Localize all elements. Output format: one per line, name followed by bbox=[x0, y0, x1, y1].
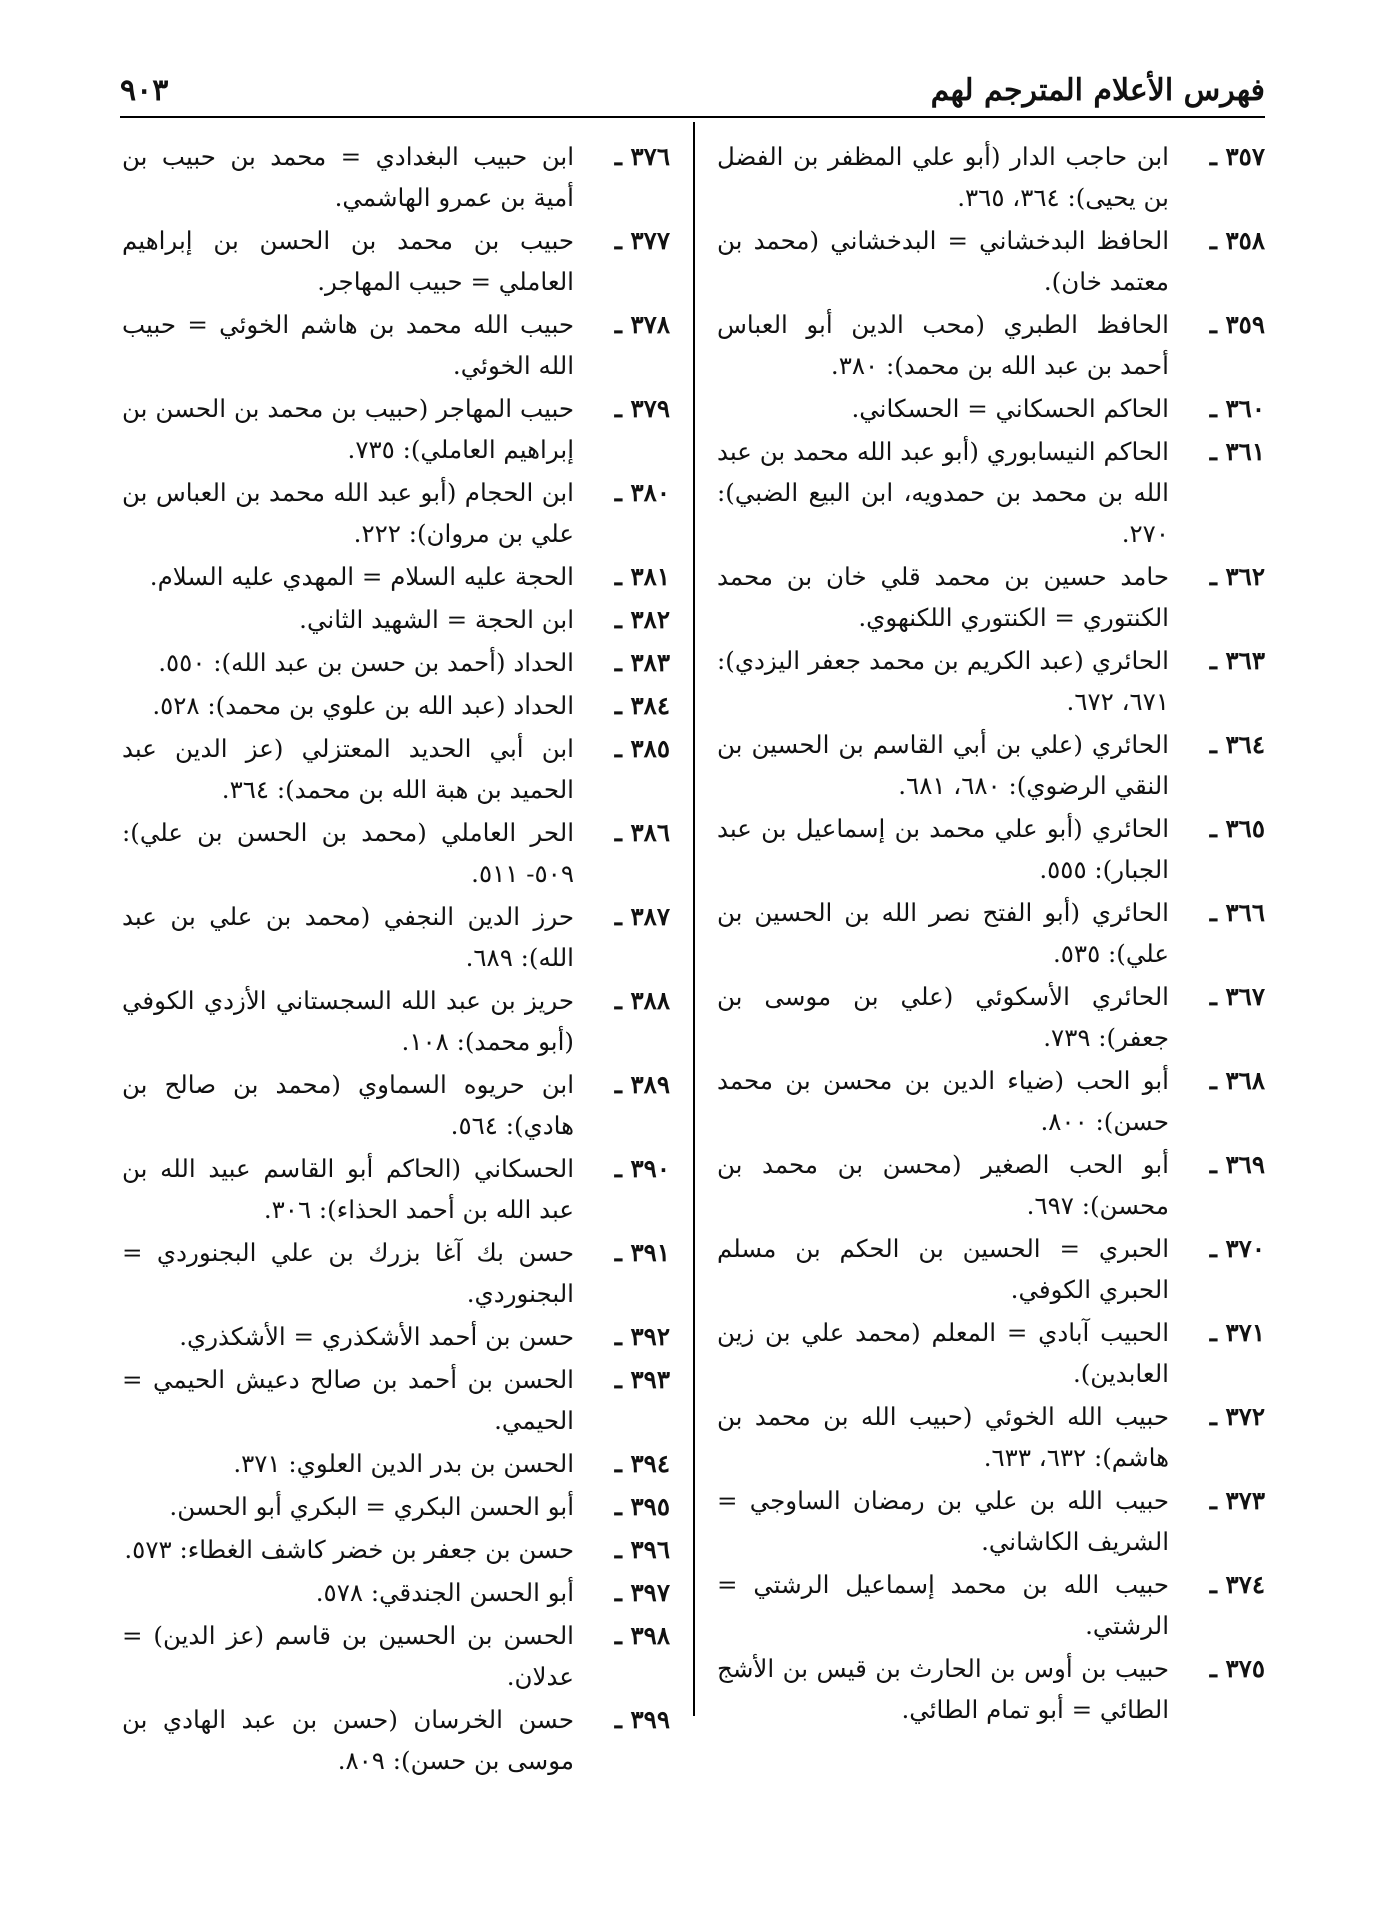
index-entry bbox=[717, 1480, 1265, 1562]
index-entry bbox=[717, 724, 1265, 806]
index-entry bbox=[122, 1148, 670, 1230]
entry-text: الحافظ البدخشاني = البدخشاني (محمد بن معتمد خان). bbox=[717, 226, 1169, 296]
index-entry bbox=[122, 685, 670, 726]
index-entry bbox=[122, 472, 670, 554]
index-entry bbox=[122, 1486, 670, 1527]
entry-text: الحائري (أبو علي محمد بن إسماعيل بن عبد الجبار): ٥٥٥. bbox=[717, 814, 1169, 884]
page-number: ٩٠٣ bbox=[120, 72, 169, 108]
entry-text: ابن حريوه السماوي (محمد بن صالح بن هادي): ٥٦٤. bbox=[122, 1070, 574, 1140]
index-entry bbox=[717, 1060, 1265, 1142]
index-entry bbox=[122, 1699, 670, 1781]
column-divider bbox=[693, 122, 695, 1716]
entry-number: ٣٨٨ ـ bbox=[614, 986, 670, 1015]
entry-text: الحافظ الطبري (محب الدين أبو العباس أحمد بن عبد الله بن محمد): ٣٨٠. bbox=[717, 310, 1169, 380]
entry-number: ٣٧٥ ـ bbox=[1209, 1654, 1265, 1683]
entry-text: الحاكم النيسابوري (أبو عبد الله محمد بن عبد الله بن محمد بن حمدويه، ابن البيع الضبي): ٢٧٠. bbox=[717, 437, 1169, 548]
index-entry bbox=[717, 1648, 1265, 1730]
entry-text: ابن حبيب البغدادي = محمد بن حبيب بن أمية بن عمرو الهاشمي. bbox=[122, 142, 574, 212]
entry-text: أبو الحسن البكري = البكري أبو الحسن. bbox=[169, 1492, 574, 1521]
index-entry bbox=[717, 808, 1265, 890]
index-entry bbox=[717, 304, 1265, 386]
entry-text: الحائري (عبد الكريم بن محمد جعفر اليزدي): ٦٧١، ٦٧٢. bbox=[717, 646, 1169, 716]
entry-text: الحجة عليه السلام = المهدي عليه السلام. bbox=[149, 562, 574, 591]
index-entry bbox=[717, 1228, 1265, 1310]
entry-text: الحائري الأسكوئي (علي بن موسى بن جعفر): ٧٣٩. bbox=[717, 982, 1169, 1052]
index-entry bbox=[122, 1443, 670, 1484]
index-column-left bbox=[122, 136, 670, 1783]
index-entry bbox=[717, 1144, 1265, 1226]
entry-number: ٣٥٨ ـ bbox=[1209, 226, 1265, 255]
entry-text: الحسن بن بدر الدين العلوي: ٣٧١. bbox=[233, 1449, 574, 1478]
entry-number: ٣٧٣ ـ bbox=[1209, 1486, 1265, 1515]
entry-text: حبيب بن محمد بن الحسن بن إبراهيم العاملي = حبيب المهاجر. bbox=[122, 226, 574, 296]
entry-text: حبيب المهاجر (حبيب بن محمد بن الحسن بن إبراهيم العاملي): ٧٣٥. bbox=[122, 394, 574, 464]
entry-number: ٣٦٦ ـ bbox=[1209, 898, 1265, 927]
entry-number: ٣٨٧ ـ bbox=[614, 902, 670, 931]
entry-text: أبو الحب (ضياء الدين بن محسن بن محمد حسن): ٨٠٠. bbox=[717, 1066, 1169, 1136]
index-entry bbox=[122, 1064, 670, 1146]
entry-text: حسن بن أحمد الأشكذري = الأشكذري. bbox=[179, 1322, 574, 1351]
index-entry bbox=[122, 304, 670, 386]
index-entry bbox=[717, 892, 1265, 974]
entry-text: حسن بك آغا بزرك بن علي البجنوردي = البجنوردي. bbox=[122, 1238, 574, 1308]
index-entry bbox=[717, 388, 1265, 429]
index-entry bbox=[122, 1232, 670, 1314]
entry-text: أبو الحب الصغير (محسن بن محمد بن محسن): ٦٩٧. bbox=[717, 1150, 1169, 1220]
entry-text: الحسن بن الحسين بن قاسم (عز الدين) = عدلان. bbox=[122, 1621, 574, 1691]
index-entry bbox=[122, 136, 670, 218]
index-entry bbox=[717, 976, 1265, 1058]
entry-text: أبو الحسن الجندقي: ٥٧٨. bbox=[315, 1578, 574, 1607]
entry-text: الحاكم الحسكاني = الحسكاني. bbox=[851, 394, 1169, 423]
entry-number: ٣٨١ ـ bbox=[614, 562, 670, 591]
entry-text: حامد حسين بن محمد قلي خان بن محمد الكنتوري = الكنتوري اللكنهوي. bbox=[717, 562, 1169, 632]
entry-number: ٣٦٤ ـ bbox=[1209, 730, 1265, 759]
index-entry bbox=[122, 556, 670, 597]
entry-number: ٣٩٣ ـ bbox=[614, 1365, 670, 1394]
entry-number: ٣٧٠ ـ bbox=[1209, 1234, 1265, 1263]
entry-number: ٣٧٩ ـ bbox=[614, 394, 670, 423]
index-entry bbox=[717, 556, 1265, 638]
running-title: فهرس الأعلام المترجم لهم bbox=[930, 72, 1265, 108]
entry-number: ٣٩٧ ـ bbox=[614, 1578, 670, 1607]
entry-number: ٣٦٩ ـ bbox=[1209, 1150, 1265, 1179]
index-entry bbox=[122, 1316, 670, 1357]
page-header bbox=[120, 68, 1265, 112]
index-entry bbox=[717, 1396, 1265, 1478]
index-entry bbox=[717, 1312, 1265, 1394]
entry-text: حبيب الله بن محمد إسماعيل الرشتي = الرشتي. bbox=[717, 1570, 1169, 1640]
entry-number: ٣٧١ ـ bbox=[1209, 1318, 1265, 1347]
entry-text: حسن بن جعفر بن خضر كاشف الغطاء: ٥٧٣. bbox=[124, 1535, 574, 1564]
entry-number: ٣٦٥ ـ bbox=[1209, 814, 1265, 843]
entry-number: ٣٦٣ ـ bbox=[1209, 646, 1265, 675]
index-entry bbox=[122, 642, 670, 683]
index-entry bbox=[122, 980, 670, 1062]
entry-number: ٣٩٥ ـ bbox=[614, 1492, 670, 1521]
index-entry bbox=[717, 136, 1265, 218]
index-entry bbox=[122, 599, 670, 640]
entry-text: الحائري (علي بن أبي القاسم بن الحسين بن النقي الرضوي): ٦٨٠، ٦٨١. bbox=[717, 730, 1169, 800]
entry-text: حريز بن عبد الله السجستاني الأزدي الكوفي (أبو محمد): ١٠٨. bbox=[122, 986, 574, 1056]
index-entry bbox=[717, 1564, 1265, 1646]
entry-number: ٣٥٧ ـ bbox=[1209, 142, 1265, 171]
index-entry bbox=[122, 1572, 670, 1613]
index-entry bbox=[717, 640, 1265, 722]
entry-number: ٣٦١ ـ bbox=[1209, 437, 1265, 466]
index-entry bbox=[717, 431, 1265, 554]
entry-number: ٣٦٨ ـ bbox=[1209, 1066, 1265, 1095]
entry-number: ٣٩٦ ـ bbox=[614, 1535, 670, 1564]
entry-text: حبيب الله محمد بن هاشم الخوئي = حبيب الله الخوئي. bbox=[122, 310, 574, 380]
index-entry bbox=[122, 728, 670, 810]
entry-number: ٣٦٢ ـ bbox=[1209, 562, 1265, 591]
entry-number: ٣٨٤ ـ bbox=[614, 691, 670, 720]
entry-text: الحر العاملي (محمد بن الحسن بن علي): ٥٠٩- ٥١١. bbox=[122, 818, 574, 888]
entry-number: ٣٧٢ ـ bbox=[1209, 1402, 1265, 1431]
index-entry bbox=[717, 220, 1265, 302]
index-entry bbox=[122, 1529, 670, 1570]
entry-number: ٣٦٠ ـ bbox=[1209, 394, 1265, 423]
entry-text: الحسكاني (الحاكم أبو القاسم عبيد الله بن عبد الله بن أحمد الحذاء): ٣٠٦. bbox=[122, 1154, 574, 1224]
entry-text: ابن الحجام (أبو عبد الله محمد بن العباس بن علي بن مروان): ٢٢٢. bbox=[122, 478, 574, 548]
index-column-right bbox=[717, 136, 1265, 1732]
entry-text: ابن أبي الحديد المعتزلي (عز الدين عبد الحميد بن هبة الله بن محمد): ٣٦٤. bbox=[122, 734, 574, 804]
index-entry bbox=[122, 220, 670, 302]
entry-number: ٣٥٩ ـ bbox=[1209, 310, 1265, 339]
entry-text: الحائري (أبو الفتح نصر الله بن الحسين بن علي): ٥٣٥. bbox=[717, 898, 1169, 968]
entry-text: الحسن بن أحمد بن صالح دعيش الحيمي = الحيمي. bbox=[122, 1365, 574, 1435]
entry-number: ٣٩٤ ـ bbox=[614, 1449, 670, 1478]
header-rule bbox=[120, 116, 1265, 118]
entry-number: ٣٦٧ ـ bbox=[1209, 982, 1265, 1011]
entry-number: ٣٨٦ ـ bbox=[614, 818, 670, 847]
entry-text: حبيب بن أوس بن الحارث بن قيس بن الأشج الطائي = أبو تمام الطائي. bbox=[717, 1654, 1169, 1724]
entry-number: ٣٩٩ ـ bbox=[614, 1705, 670, 1734]
entry-text: الحبيب آبادي = المعلم (محمد علي بن زين العابدين). bbox=[717, 1318, 1169, 1388]
entry-number: ٣٨٥ ـ bbox=[614, 734, 670, 763]
entry-number: ٣٨٩ ـ bbox=[614, 1070, 670, 1099]
entry-text: الحبري = الحسين بن الحكم بن مسلم الحبري الكوفي. bbox=[717, 1234, 1169, 1304]
entry-number: ٣٧٨ ـ bbox=[614, 310, 670, 339]
index-entry bbox=[122, 1615, 670, 1697]
entry-text: الحداد (عبد الله بن علوي بن محمد): ٥٢٨. bbox=[152, 691, 574, 720]
entry-number: ٣٩١ ـ bbox=[614, 1238, 670, 1267]
entry-text: ابن الحجة = الشهيد الثاني. bbox=[299, 605, 574, 634]
index-entry bbox=[122, 388, 670, 470]
index-entry bbox=[122, 1359, 670, 1441]
entry-number: ٣٩٨ ـ bbox=[614, 1621, 670, 1650]
entry-number: ٣٩٠ ـ bbox=[614, 1154, 670, 1183]
entry-number: ٣٧٤ ـ bbox=[1209, 1570, 1265, 1599]
entry-text: ابن حاجب الدار (أبو علي المظفر بن الفضل بن يحيى): ٣٦٤، ٣٦٥. bbox=[717, 142, 1169, 212]
index-entry bbox=[122, 896, 670, 978]
entry-text: حسن الخرسان (حسن بن عبد الهادي بن موسى بن حسن): ٨٠٩. bbox=[122, 1705, 574, 1775]
entry-text: حبيب الله بن علي بن رمضان الساوجي = الشريف الكاشاني. bbox=[717, 1486, 1169, 1556]
entry-text: حبيب الله الخوئي (حبيب الله بن محمد بن هاشم): ٦٣٢، ٦٣٣. bbox=[717, 1402, 1169, 1472]
entry-number: ٣٨٣ ـ bbox=[614, 648, 670, 677]
index-entry bbox=[122, 812, 670, 894]
entry-number: ٣٧٧ ـ bbox=[614, 226, 670, 255]
entry-text: الحداد (أحمد بن حسن بن عبد الله): ٥٥٠. bbox=[158, 648, 574, 677]
entry-number: ٣٨٠ ـ bbox=[614, 478, 670, 507]
entry-number: ٣٩٢ ـ bbox=[614, 1322, 670, 1351]
entry-text: حرز الدين النجفي (محمد بن علي بن عبد الله): ٦٨٩. bbox=[122, 902, 574, 972]
entry-number: ٣٧٦ ـ bbox=[614, 142, 670, 171]
entry-number: ٣٨٢ ـ bbox=[614, 605, 670, 634]
